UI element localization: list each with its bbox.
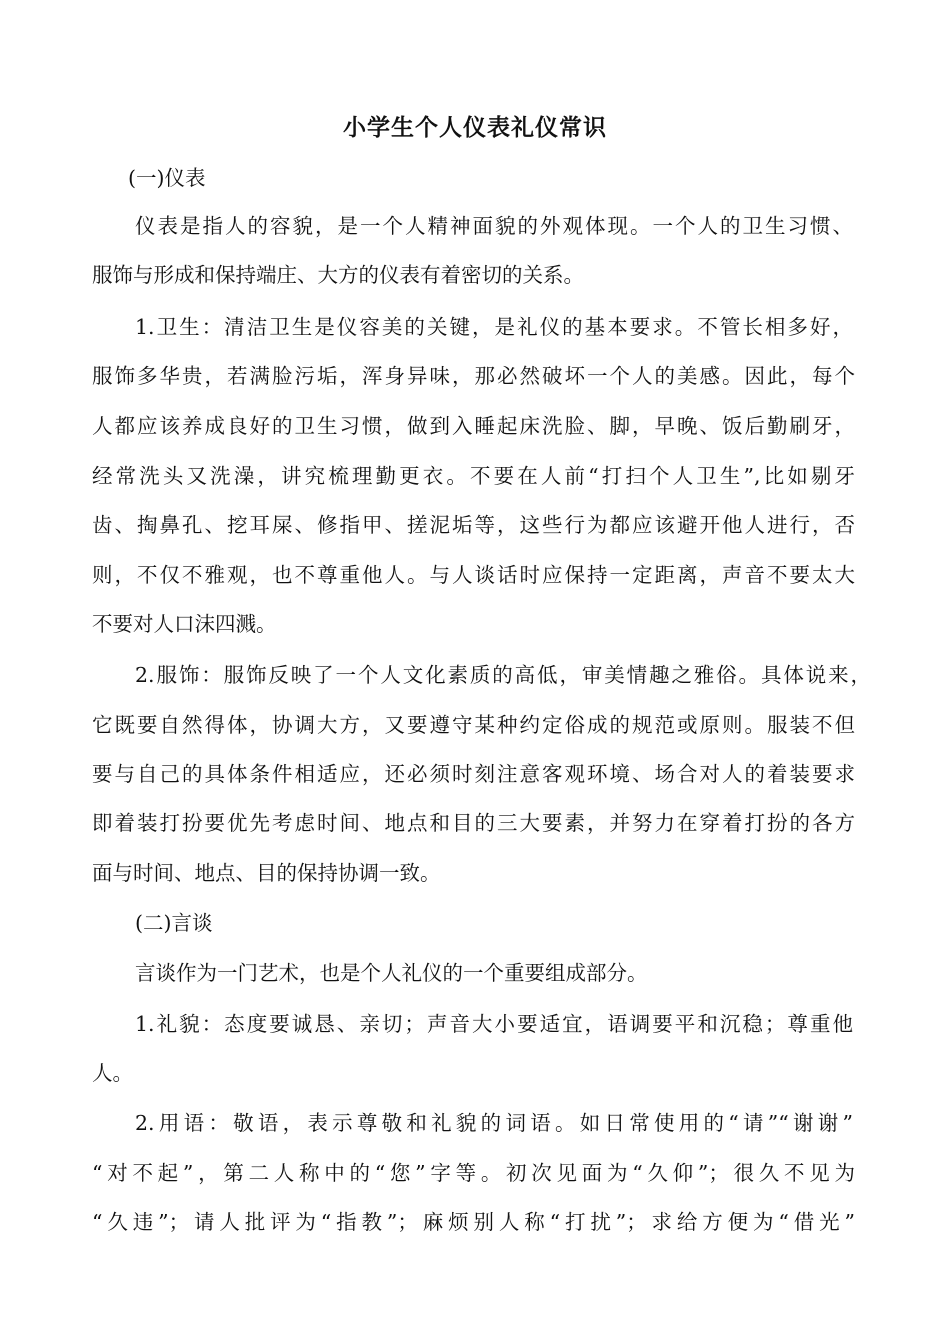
paragraph-line: 则，不仅不雅观，也不尊重他人。与人谈话时应保持一定距离，声音不要太大 [92,563,855,587]
paragraph-line: 面与时间、地点、目的保持协调一致。 [92,861,441,885]
paragraph-line: 人都应该养成良好的卫生习惯，做到入睡起床洗脸、脚，早晚、饭后勤刷牙， [92,414,855,438]
paragraph-line: 2.服饰：服饰反映了一个人文化素质的高低，审美情趣之雅俗。具体说来， [135,663,871,687]
paragraph-line: 1.礼貌：态度要诚恳、亲切；声音大小要适宜，语调要平和沉稳；尊重他 [135,1012,853,1036]
paragraph-line: 不要对人口沫四溅。 [92,612,277,636]
paragraph-line: 2.用语：敬语，表示尊敬和礼貌的词语。如日常使用的“请”“谢谢” [135,1111,853,1135]
paragraph-line: 言谈作为一门艺术，也是个人礼仪的一个重要组成部分。 [135,961,648,985]
paragraph-line: 服饰与形成和保持端庄、大方的仪表有着密切的关系。 [92,263,584,287]
paragraph-line: 仪表是指人的容貌，是一个人精神面貌的外观体现。一个人的卫生习惯、 [135,214,853,238]
paragraph-line: “对不起”，第二人称中的“您”字等。初次见面为“久仰”；很久不见为 [92,1161,855,1185]
paragraph-line: 1.卫生：清洁卫生是仪容美的关键，是礼仪的基本要求。不管长相多好， [135,315,853,339]
section-heading-speech: (二)言谈 [135,911,213,935]
section-heading-appearance: (一)仪表 [128,166,206,190]
paragraph-line: 服饰多华贵，若满脸污垢，浑身异味，那必然破坏一个人的美感。因此，每个 [92,364,855,388]
paragraph-line: 它既要自然得体，协调大方，又要遵守某种约定俗成的规范或原则。服装不但 [92,713,855,737]
paragraph-line: 人。 [92,1061,133,1085]
paragraph-line: “久违”；请人批评为“指教”；麻烦别人称“打扰”；求给方便为“借光” [92,1210,855,1234]
paragraph-line: 即着装打扮要优先考虑时间、地点和目的三大要素，并努力在穿着打扮的各方 [92,811,855,835]
paragraph-line: 要与自己的具体条件相适应，还必须时刻注意客观环境、场合对人的着装要求 [92,762,855,786]
paragraph-line: 齿、掏鼻孔、挖耳屎、修指甲、搓泥垢等，这些行为都应该避开他人进行，否 [92,513,855,537]
paragraph-line: 经常洗头又洗澡，讲究梳理勤更衣。不要在人前“打扫个人卫生”,比如剔牙 [92,464,855,488]
document-title: 小学生个人仪表礼仪常识 [343,114,607,141]
